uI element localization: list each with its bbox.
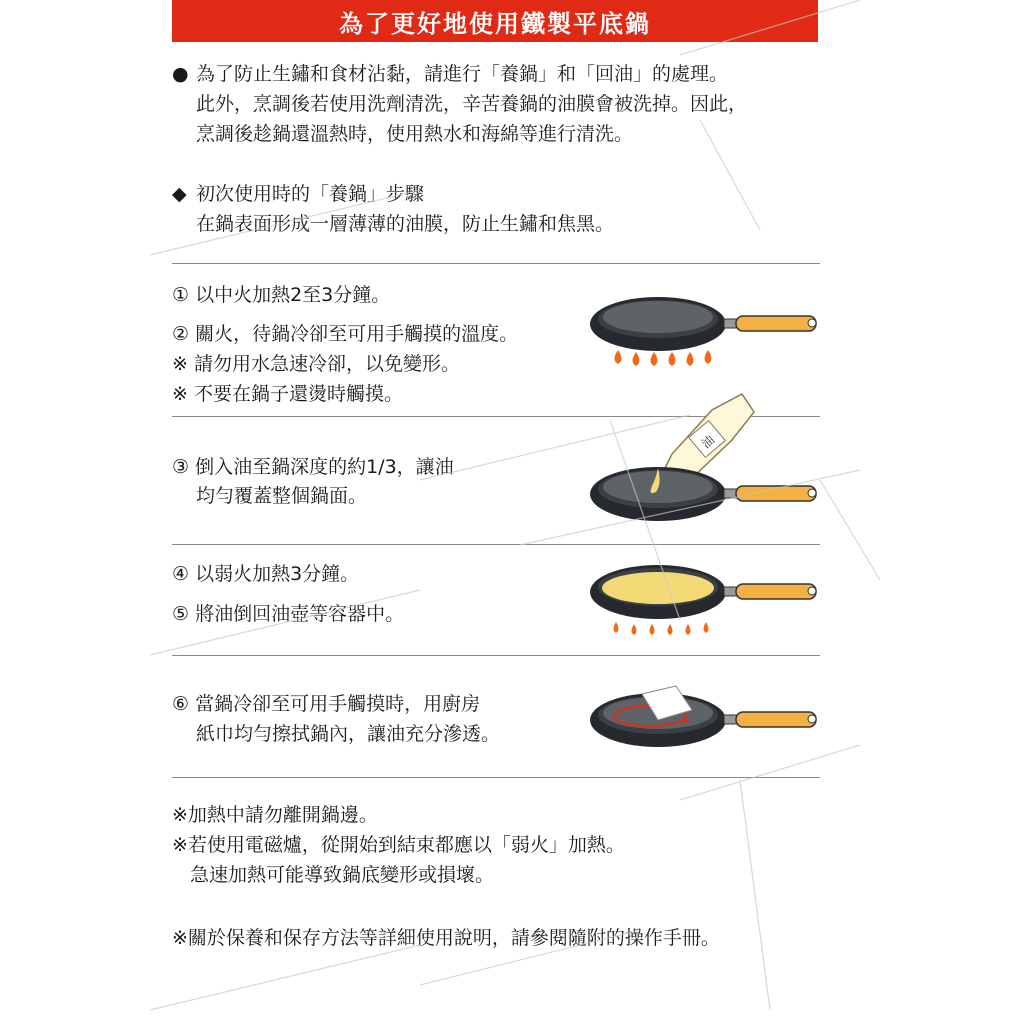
small-flame-icon — [614, 622, 709, 635]
first-use-title — [172, 182, 424, 206]
step-2-note-1: ※ 請勿用水急速冷卻，以免變形。 — [172, 353, 460, 375]
step-3-cont: 均勻覆蓋整個鍋面。 — [196, 485, 368, 507]
pan-pour-oil-illustration — [590, 460, 830, 535]
flame-icon — [615, 350, 712, 366]
diamond-icon: ◆ — [172, 183, 187, 205]
step-2: ② 關火，待鍋冷卻至可用手觸摸的溫度。 — [172, 323, 519, 345]
pan-oil-heating-illustration — [590, 560, 830, 642]
intro-line-1 — [172, 62, 728, 86]
divider — [172, 777, 820, 778]
bottle-label: 油 — [699, 432, 718, 452]
note-2-cont: 急速加熱可能導致鍋底變形或損壞。 — [190, 864, 495, 886]
step-3: ③ 倒入油至鍋深度的約1/3，讓油 — [172, 456, 454, 478]
divider — [172, 655, 820, 656]
note-2: ※若使用電磁爐，從開始到結束都應以「弱火」加熱。 — [172, 834, 625, 856]
step-6: ⑥ 當鍋冷卻至可用手觸摸時，用廚房 — [172, 693, 481, 715]
divider — [172, 263, 820, 264]
intro-text-1: 為了防止生鏽和食材沾黏，請進行「養鍋」和「回油」的處理。 — [196, 63, 729, 85]
title-banner — [172, 0, 818, 42]
step-2-note-2: ※ 不要在鍋子還燙時觸摸。 — [172, 383, 403, 405]
pan-on-flame-illustration — [590, 292, 830, 372]
note-1: ※加熱中請勿離開鍋邊。 — [172, 804, 378, 826]
step-5: ⑤ 將油倒回油壺等容器中。 — [172, 603, 405, 625]
intro-line-2: 此外，烹調後若使用洗劑清洗，辛苦養鍋的油膜會被洗掉。因此， — [196, 93, 748, 115]
step-1: ① 以中火加熱2至3分鐘。 — [172, 284, 391, 306]
first-use-title-text: 初次使用時的「養鍋」步驟 — [196, 183, 425, 205]
step-4: ④ 以弱火加熱3分鐘。 — [172, 563, 360, 585]
intro-line-3: 烹調後趁鍋還溫熱時，使用熱水和海綿等進行清洗。 — [196, 123, 634, 145]
first-use-desc: 在鍋表面形成一層薄薄的油膜，防止生鏽和焦黑。 — [196, 213, 615, 235]
bullet-circle-icon: ● — [172, 63, 189, 85]
step-6-cont: 紙巾均勻擦拭鍋內，讓油充分滲透。 — [196, 723, 501, 745]
pan-wipe-illustration — [590, 680, 830, 756]
divider — [172, 544, 820, 545]
page-title: 為了更好地使用鐵製平底鍋 — [339, 9, 651, 38]
note-3: ※關於保養和保存方法等詳細使用說明，請參閱隨附的操作手冊。 — [172, 927, 720, 949]
